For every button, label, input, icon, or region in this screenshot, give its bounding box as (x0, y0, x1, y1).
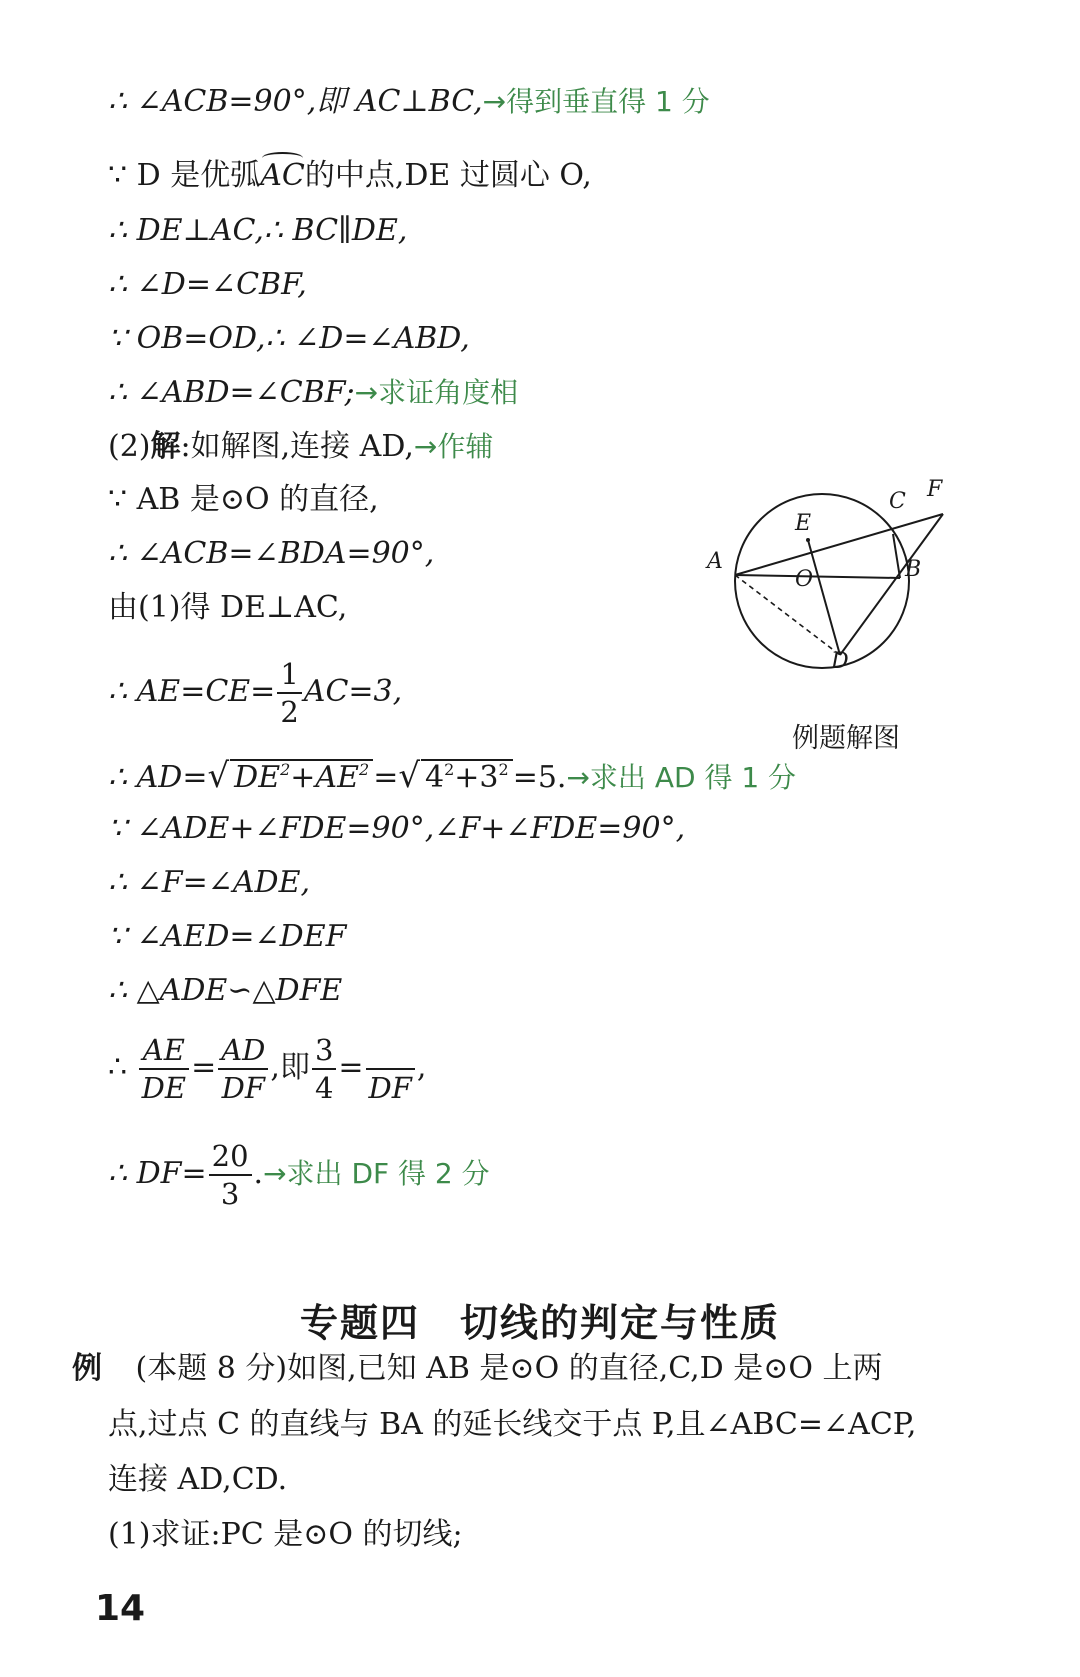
numerator (366, 1032, 415, 1070)
solution-line-5: ∵ OB=OD,∴ ∠D=∠ABD, (108, 321, 470, 356)
label-b: B (905, 557, 922, 582)
fraction (209, 1138, 252, 1212)
term: 4 (425, 760, 445, 795)
line-ad-dashed (735, 575, 840, 655)
numerator: 1 (277, 656, 301, 694)
solution-line-7 (108, 427, 493, 467)
solution-line-14: ∴ ∠F=∠ADE, (108, 865, 311, 900)
math-text: . (253, 1156, 264, 1191)
solution-line-2 (108, 156, 592, 196)
numerator: AD (218, 1032, 268, 1070)
therefore-sign: ∴ (108, 1050, 128, 1085)
solution-line-13: ∵ ∠ADE+∠FDE=90°,∠F+∠FDE=90°, (108, 811, 686, 846)
solution-line-1 (108, 82, 710, 122)
line-ed (808, 540, 840, 655)
term: +AE (290, 760, 359, 795)
math-text: ∴ AE=CE= (108, 674, 276, 709)
equals-sign: = (373, 760, 399, 795)
solution-line-10: 由(1)得 DE⊥AC, (108, 590, 348, 625)
part-label: (2) (108, 429, 151, 464)
label-e: E (795, 511, 812, 536)
solution-line-16: ∴ △ADE∽△DFE (108, 973, 343, 1008)
example-line-2: 点,过点 C 的直线与 BA 的延长线交于点 P,且∠ABC=∠ACP, (108, 1407, 917, 1442)
denominator: 4 (314, 1071, 334, 1105)
numerator: 3 (312, 1032, 336, 1070)
solution-line-15: ∵ ∠AED=∠DEF (108, 919, 347, 954)
label-c: C (889, 489, 906, 514)
solution-line-6 (108, 373, 518, 413)
solution-line-3: ∴ DE⊥AC,∴ BC∥DE, (108, 213, 408, 248)
math-text: AC=3, (303, 674, 403, 709)
arc-ac: AC (260, 156, 305, 196)
math-text: =5. (512, 760, 567, 795)
solution-line-9: ∴ ∠ACB=∠BDA=90°, (108, 536, 435, 571)
numerator: AE (139, 1032, 189, 1070)
math-text: 的中点,DE 过圆心 O, (304, 158, 592, 193)
denominator: 2 (280, 695, 299, 729)
sqrt-content (421, 759, 513, 795)
math-text: ∴ DF= (108, 1156, 207, 1191)
solution-line-12 (108, 756, 796, 798)
math-text: ∴ AD= (108, 760, 208, 795)
fraction (139, 1032, 189, 1106)
term: +3 (454, 760, 499, 795)
grading-note: →求证角度相 (354, 376, 519, 409)
math-text: ∵ D 是优弧 (108, 158, 261, 193)
math-text: ∴ ∠ACB=90°,即 AC⊥BC, (108, 84, 483, 119)
denominator: DE (141, 1071, 187, 1105)
example-line-4: (1)求证:PC 是⊙O 的切线; (108, 1517, 463, 1552)
example-line-3: 连接 AD,CD. (108, 1462, 288, 1497)
numerator: 20 (209, 1138, 252, 1176)
page-number: 14 (95, 1588, 146, 1629)
figure-caption: 例题解图 (792, 723, 900, 754)
fraction (312, 1032, 336, 1106)
exponent: 2 (444, 760, 455, 779)
label-f: F (927, 477, 943, 502)
exponent: 2 (359, 760, 370, 779)
grading-note: →得到垂直得 1 分 (482, 85, 710, 118)
fraction (366, 1032, 415, 1106)
denominator: 3 (220, 1177, 240, 1211)
denominator: DF (368, 1071, 412, 1105)
solution-line-18 (108, 1138, 490, 1212)
solution-line-11 (108, 656, 402, 730)
sqrt-content (230, 759, 373, 795)
exponent: 2 (498, 760, 509, 779)
equals-sign: = (338, 1050, 364, 1085)
denominator: DF (221, 1071, 265, 1105)
grading-note: →作辅 (413, 430, 494, 463)
label-o: O (795, 567, 814, 592)
fraction (218, 1032, 268, 1106)
math-text: ,即 (270, 1050, 310, 1085)
solution-line-8: ∵ AB 是⊙O 的直径, (108, 482, 379, 517)
solution-line-4: ∴ ∠D=∠CBF, (108, 267, 307, 302)
example-tag: 例 (72, 1351, 102, 1386)
geometry-figure (707, 477, 1015, 710)
math-text: :如解图,连接 AD, (180, 429, 414, 464)
example-line-1 (72, 1349, 883, 1389)
sqrt-symbol: √ (207, 756, 230, 796)
solution-line-17 (108, 1032, 426, 1106)
sqrt-symbol: √ (398, 756, 420, 796)
grading-note: →求出 DF 得 2 分 (263, 1157, 490, 1190)
point-e (806, 538, 810, 542)
equals-sign: = (191, 1050, 217, 1085)
label-d: D (831, 649, 849, 674)
label-a: A (707, 549, 723, 574)
math-text: , (416, 1050, 427, 1085)
term: DE (234, 760, 281, 795)
exponent: 2 (280, 760, 291, 779)
fraction (277, 656, 301, 730)
example-text: (本题 8 分)如图,已知 AB 是⊙O 的直径,C,D 是⊙O 上两 (135, 1351, 883, 1386)
section-heading: 专题四 切线的判定与性质 (299, 1301, 780, 1345)
solve-label: 解 (150, 429, 181, 464)
grading-note: →求出 AD 得 1 分 (566, 761, 797, 794)
math-text: ∴ ∠ABD=∠CBF; (108, 375, 355, 410)
